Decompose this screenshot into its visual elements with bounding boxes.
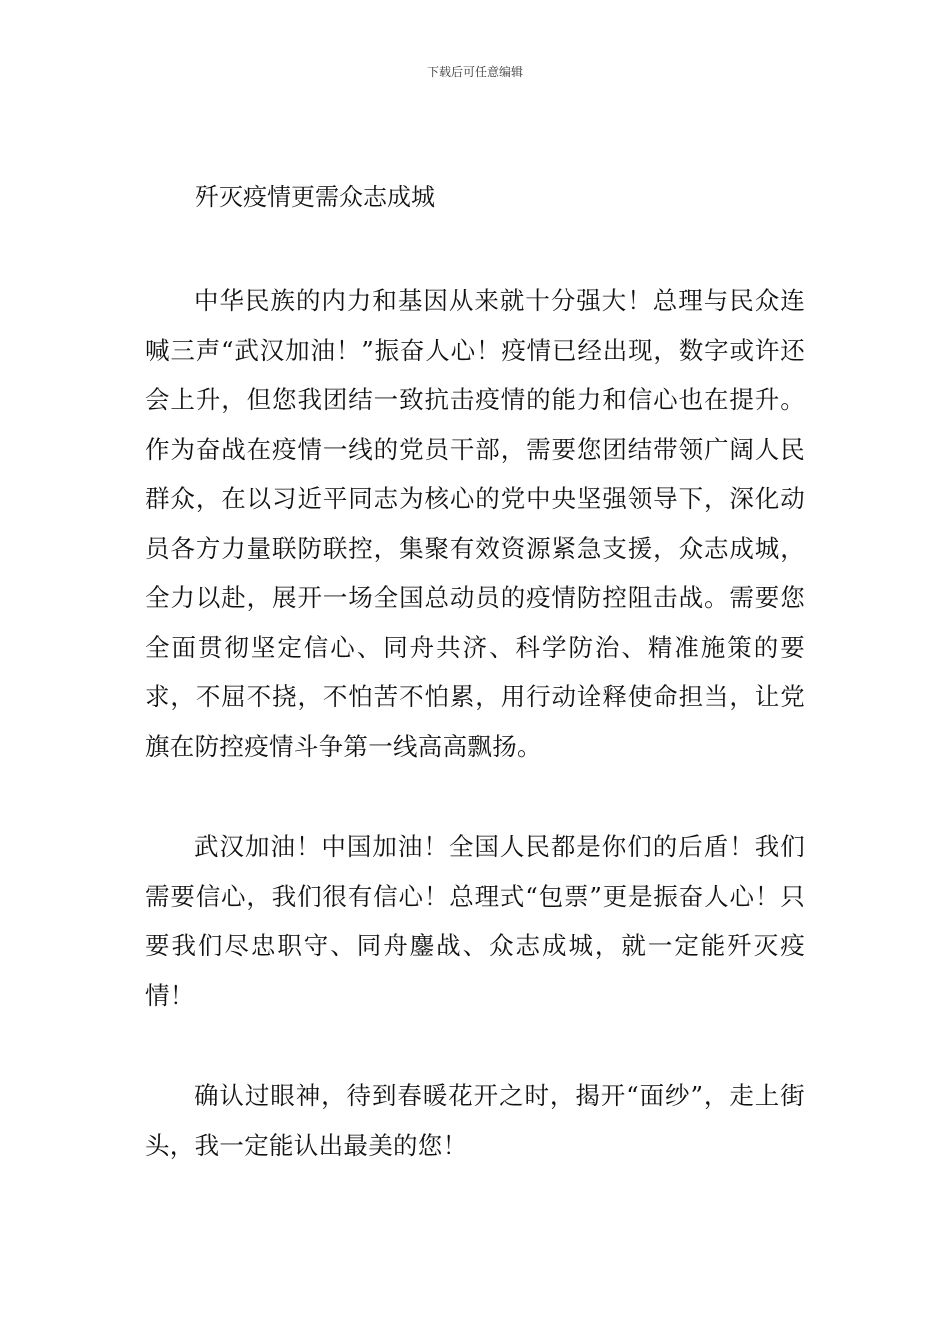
- paragraph-3: 确认过眼神，待到春暖花开之时，揭开“面纱”，走上街头，我一定能认出最美的您！: [145, 1081, 805, 1160]
- paragraph-1: 中华民族的内力和基因从来就十分强大！总理与民众连喊三声“武汉加油！”振奋人心！疫情已经出现，数字或许还会上升，但您我团结一致抗击疫情的能力和信心也在提升。作为奋战在疫情一线的党员干部，需要您团结带领广阔人民群众，在以习近平同志为核心的党中央坚强领导下，深化动员各方力量联防联控，集聚有效资源紧急支援，众志成城，全力以赴，展开一场全国总动员的疫情防控阻击战。需要您全面贯彻坚定信心、同舟共济、科学防治、精准施策的要求，不屈不挠，不怕苦不怕累，用行动诠释使命担当，让党旗在防控疫情斗争第一线高高飘扬。: [145, 286, 805, 761]
- document-title: 歼灭疫情更需众志成城: [195, 183, 435, 211]
- paragraph-2: 武汉加油！中国加油！全国人民都是你们的后盾！我们需要信心，我们很有信心！总理式“包票”更是振奋人心！只要我们尽忠职守、同舟鏖战、众志成城，就一定能歼灭疫情！: [145, 832, 805, 1010]
- page-header-note: 下载后可任意编辑: [426, 65, 523, 79]
